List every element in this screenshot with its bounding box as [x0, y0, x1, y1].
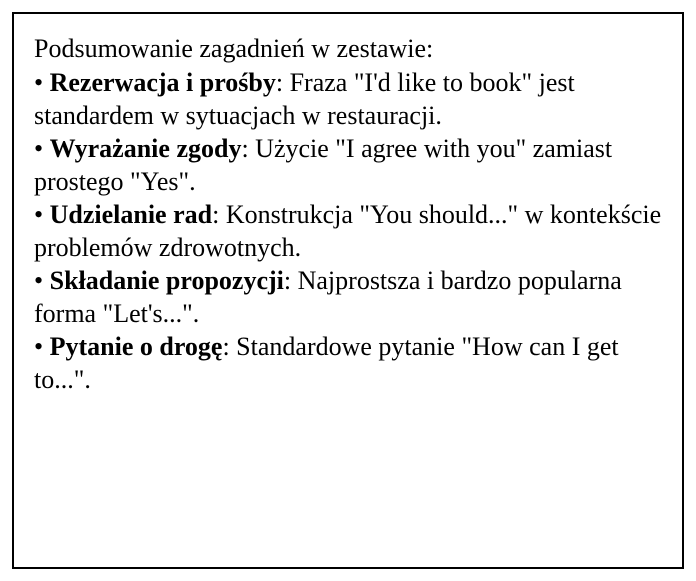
list-item-description: : Użycie "I agree with you" zamiast prostego "Yes".	[34, 134, 613, 197]
list-item-term: Pytanie o drogę	[49, 332, 223, 362]
bullet-icon: •	[34, 134, 44, 164]
list-item-term: Rezerwacja i prośby	[49, 68, 276, 98]
bullet-icon: •	[34, 266, 44, 296]
list-item-description: : Fraza "I'd like to book" jest standardem w sytuacjach w restauracji.	[34, 68, 575, 131]
bullet-icon: •	[34, 68, 44, 98]
list-item-description: : Standardowe pytanie "How can I get to...".	[34, 332, 619, 395]
summary-item-list	[34, 66, 662, 396]
list-item-description: : Konstrukcja "You should..." w kontekście problemów zdrowotnych.	[34, 200, 662, 263]
list-item-term: Udzielanie rad	[49, 200, 213, 230]
bullet-icon: •	[34, 200, 44, 230]
list-item-term: Składanie propozycji	[49, 266, 284, 296]
list-item-term: Wyrażanie zgody	[49, 134, 242, 164]
list-item	[34, 66, 662, 132]
bullet-icon: •	[34, 332, 44, 362]
list-item	[34, 264, 662, 330]
list-item	[34, 330, 662, 396]
list-item	[34, 198, 662, 264]
summary-panel	[12, 12, 684, 569]
summary-intro-text: Podsumowanie zagadnień w zestawie:	[34, 34, 434, 63]
list-item-description: : Najprostsza i bardzo popularna forma "Let's...".	[34, 266, 622, 329]
list-item	[34, 132, 662, 198]
